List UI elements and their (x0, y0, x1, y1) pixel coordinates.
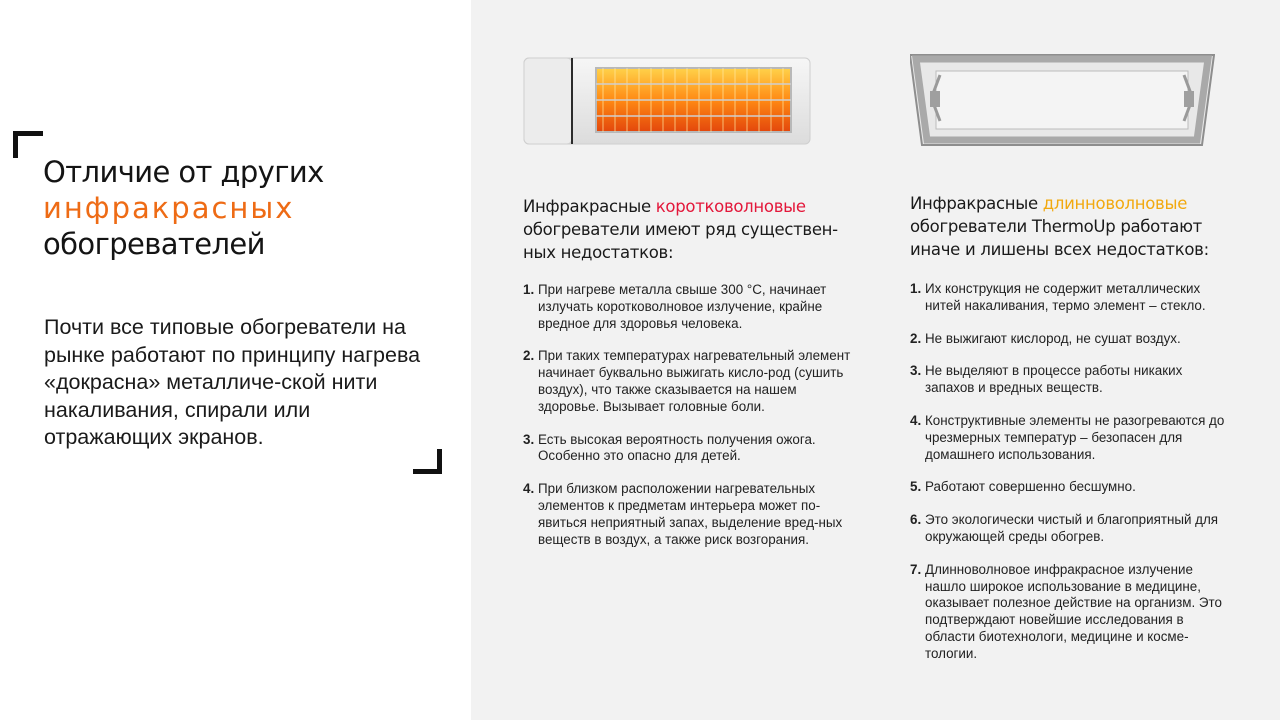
intro-text: Почти все типовые обогреватели на рынке работают по принципу нагрева «докрасна» металличе-ской нити накаливания, спирали или отражающих экранов. (44, 315, 421, 449)
slide-title (43, 154, 324, 262)
item-text: Конструктивные элементы не разогреваются до чрезмерных температур – безопасен для домашнего использования. (925, 412, 1225, 462)
list-item (910, 363, 1235, 397)
list-item (910, 413, 1235, 463)
list-item (910, 331, 1235, 348)
short-wave-highlight: коротковолновые (655, 197, 806, 216)
corner-bracket-bottom-right (413, 449, 442, 474)
item-text: Их конструкция не содержит металлических нитей накаливания, термо элемент – стекло. (925, 281, 1206, 313)
list-item (523, 481, 858, 548)
item-text: При таких температурах нагревательный элемент начинает буквально выжигать кисло-род (сушить воздух), что также сказывается на нашем здоровье. Вызывает головные боли. (538, 348, 851, 414)
item-number: 3. (910, 363, 922, 379)
item-text: При нагреве металла свыше 300 °С, начинает излучать коротковолновое излучение, крайне вредное для здоровья человека. (538, 282, 827, 331)
item-number: 3. (523, 431, 535, 447)
list-item (910, 512, 1235, 546)
item-number: 2. (523, 348, 535, 364)
heading-line-2: обогреватели имеют ряд существен- (523, 220, 838, 239)
list-item (523, 432, 858, 466)
long-wave-heading (910, 192, 1250, 261)
item-text: Не выжигают кислород, не сушат воздух. (925, 330, 1181, 346)
corner-bracket-top-left (13, 131, 43, 158)
heading-prefix: Инфракрасные (523, 197, 656, 216)
item-text: Длинноволновое инфракрасное излучение нашло широкое использование в медицине, оказывает полезное действие на организм. Это подтверждают новейшие исследования в области биотехнологи, медицине и косме-тологии. (925, 561, 1222, 661)
heading-line-3: ных недостатков: (523, 243, 674, 262)
list-item (910, 562, 1235, 663)
item-text: Не выделяют в процессе работы никаких запахов и вредных веществ. (925, 363, 1183, 396)
list-item (910, 281, 1235, 315)
item-number: 5. (910, 479, 922, 495)
item-number: 2. (910, 330, 922, 346)
short-wave-heater-image (523, 55, 813, 147)
item-text: При близком расположении нагревательных элементов к предметам интерьера может по-явиться неприятный запах, выделение вред-ных веществ в воздух, а также риск возгорания. (538, 481, 843, 547)
long-wave-heater-image (910, 53, 1215, 148)
left-panel (0, 0, 471, 720)
item-text: Есть высокая вероятность получения ожога. Особенно это опасно для детей. (538, 431, 816, 464)
short-wave-heading (523, 195, 863, 264)
long-wave-highlight: длинноволновые (1042, 194, 1188, 213)
item-number: 6. (910, 512, 922, 528)
list-item (523, 348, 858, 415)
item-number: 7. (910, 561, 922, 577)
heading-line-3: иначе и лишены всех недостатков: (910, 240, 1209, 259)
item-text: Это экологически чистый и благоприятный для окружающей среды обогрев. (925, 512, 1219, 544)
item-number: 4. (910, 412, 922, 428)
item-text: Работают совершенно бесшумно. (925, 479, 1136, 495)
item-number: 1. (523, 282, 535, 297)
long-wave-list (910, 281, 1235, 679)
list-item (523, 282, 858, 332)
heading-prefix: Инфракрасные (910, 194, 1043, 213)
title-line-3: обогревателей (43, 227, 265, 261)
list-item (910, 479, 1235, 496)
title-line-1: Отличие от других (43, 155, 324, 189)
short-wave-list (523, 282, 858, 564)
title-line-2-accent: инфракрасных (43, 191, 295, 225)
item-number: 1. (910, 281, 922, 296)
heading-line-2: обогреватели ThermoUp работают (910, 217, 1202, 236)
item-number: 4. (523, 481, 535, 497)
